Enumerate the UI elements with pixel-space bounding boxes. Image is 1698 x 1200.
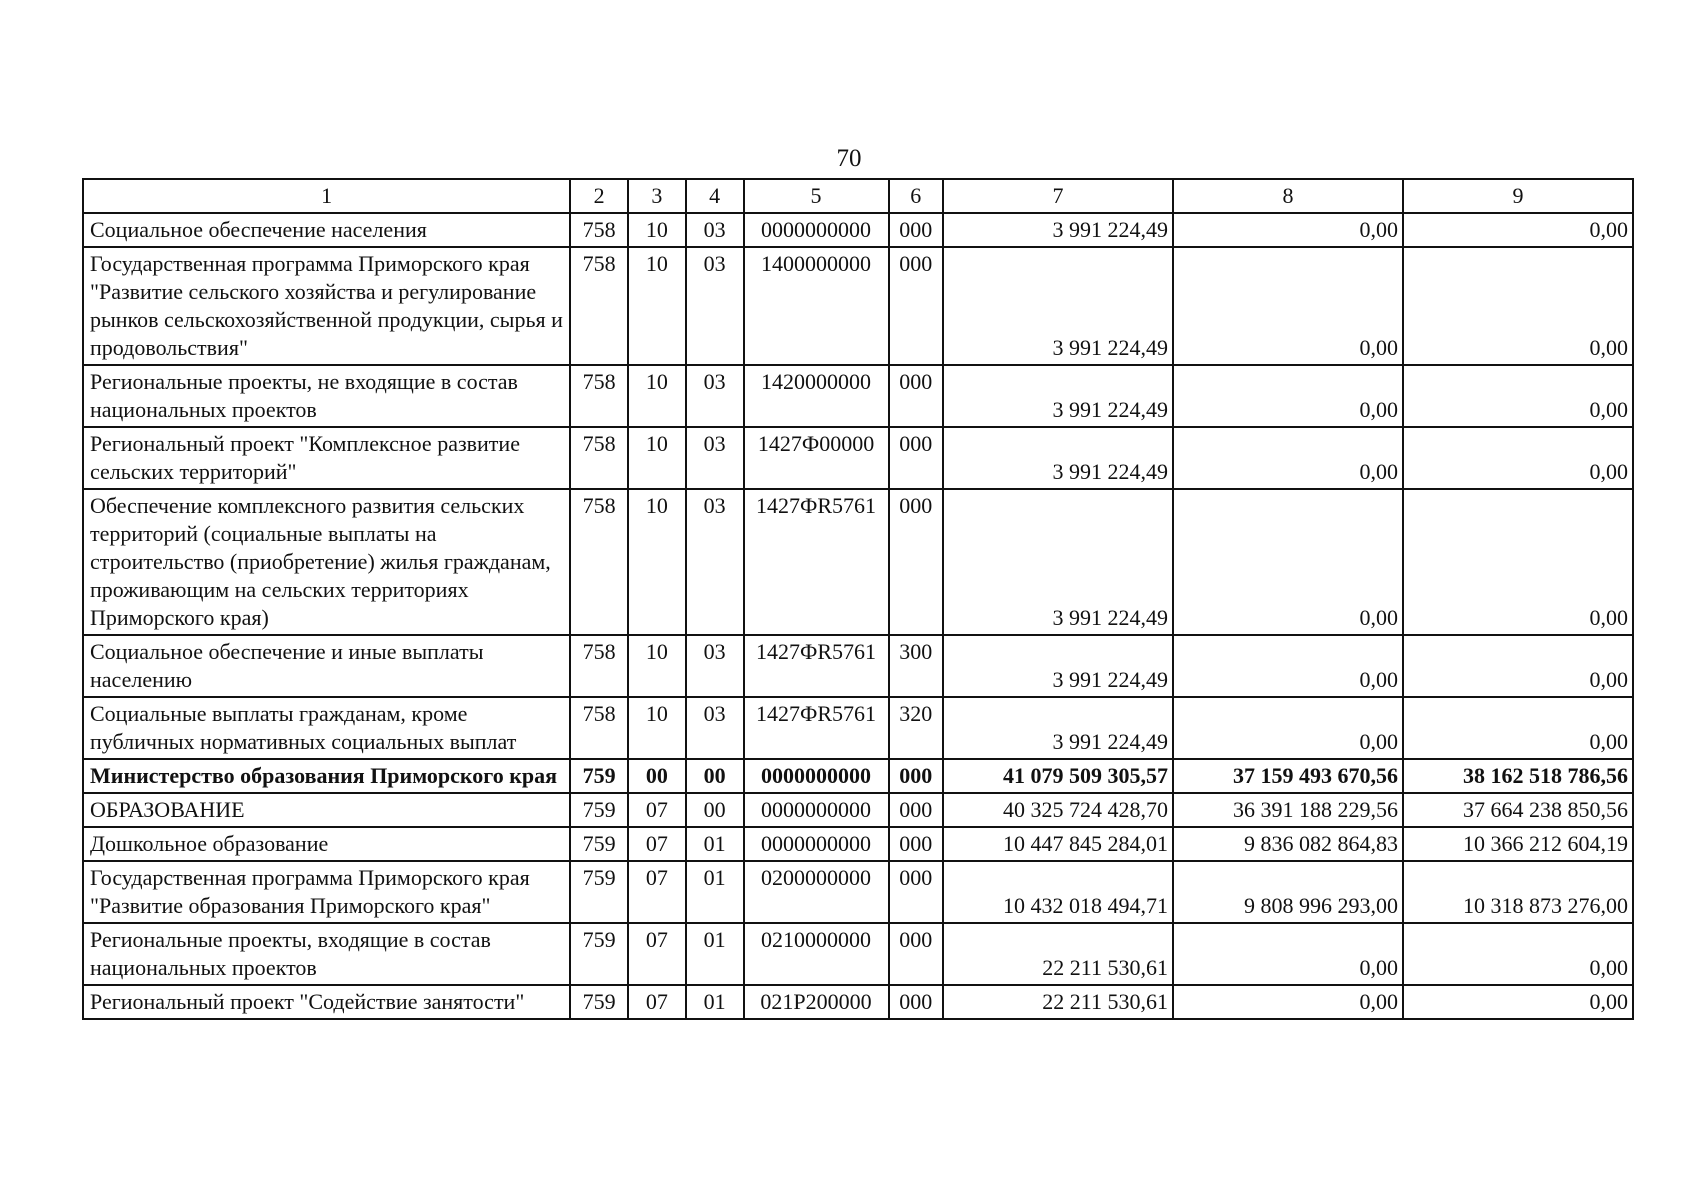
code-cell: 03 bbox=[686, 247, 744, 365]
amount-cell: 41 079 509 305,57 bbox=[943, 759, 1173, 793]
code-cell: 03 bbox=[686, 697, 744, 759]
amount-cell: 0,00 bbox=[1173, 635, 1403, 697]
amount-cell: 0,00 bbox=[1173, 489, 1403, 635]
amount-cell: 10 366 212 604,19 bbox=[1403, 827, 1633, 861]
amount-cell: 36 391 188 229,56 bbox=[1173, 793, 1403, 827]
table-row bbox=[83, 985, 1633, 1019]
column-header: 4 bbox=[686, 179, 744, 213]
table-row bbox=[83, 697, 1633, 759]
table-row bbox=[83, 213, 1633, 247]
code-cell: 03 bbox=[686, 489, 744, 635]
code-cell: 03 bbox=[686, 635, 744, 697]
amount-cell: 3 991 224,49 bbox=[943, 213, 1173, 247]
code-cell: 10 bbox=[628, 365, 686, 427]
code-cell: 10 bbox=[628, 427, 686, 489]
amount-cell: 22 211 530,61 bbox=[943, 985, 1173, 1019]
row-name-cell: ОБРАЗОВАНИЕ bbox=[83, 793, 570, 827]
code-cell: 01 bbox=[686, 861, 744, 923]
budget-table bbox=[82, 178, 1634, 1020]
column-header: 9 bbox=[1403, 179, 1633, 213]
amount-cell: 3 991 224,49 bbox=[943, 697, 1173, 759]
code-cell: 000 bbox=[889, 861, 944, 923]
code-cell: 000 bbox=[889, 489, 944, 635]
code-cell: 320 bbox=[889, 697, 944, 759]
amount-cell: 9 836 082 864,83 bbox=[1173, 827, 1403, 861]
amount-cell: 0,00 bbox=[1173, 213, 1403, 247]
code-cell: 759 bbox=[570, 861, 628, 923]
table-row bbox=[83, 861, 1633, 923]
code-cell: 10 bbox=[628, 697, 686, 759]
page-number: 70 bbox=[836, 145, 862, 172]
code-cell: 1427ФR5761 bbox=[744, 635, 889, 697]
code-cell: 10 bbox=[628, 247, 686, 365]
code-cell: 0000000000 bbox=[744, 793, 889, 827]
column-header: 1 bbox=[83, 179, 570, 213]
code-cell: 1400000000 bbox=[744, 247, 889, 365]
code-cell: 759 bbox=[570, 759, 628, 793]
code-cell: 758 bbox=[570, 247, 628, 365]
row-name-cell: Социальное обеспечение населения bbox=[83, 213, 570, 247]
amount-cell: 0,00 bbox=[1173, 247, 1403, 365]
amount-cell: 0,00 bbox=[1173, 365, 1403, 427]
amount-cell: 0,00 bbox=[1403, 923, 1633, 985]
row-name-cell: Обеспечение комплексного развития сельских территорий (социальные выплаты на строительство (приобретение) жилья гражданам, проживающим на сельских территориях Приморского края) bbox=[83, 489, 570, 635]
table-row bbox=[83, 427, 1633, 489]
code-cell: 000 bbox=[889, 365, 944, 427]
amount-cell: 0,00 bbox=[1403, 985, 1633, 1019]
amount-cell: 0,00 bbox=[1173, 427, 1403, 489]
code-cell: 07 bbox=[628, 861, 686, 923]
code-cell: 759 bbox=[570, 923, 628, 985]
amount-cell: 9 808 996 293,00 bbox=[1173, 861, 1403, 923]
code-cell: 000 bbox=[889, 793, 944, 827]
amount-cell: 3 991 224,49 bbox=[943, 365, 1173, 427]
table-row bbox=[83, 489, 1633, 635]
code-cell: 759 bbox=[570, 827, 628, 861]
amount-cell: 10 447 845 284,01 bbox=[943, 827, 1173, 861]
amount-cell: 0,00 bbox=[1173, 985, 1403, 1019]
amount-cell: 22 211 530,61 bbox=[943, 923, 1173, 985]
code-cell: 758 bbox=[570, 427, 628, 489]
amount-cell: 3 991 224,49 bbox=[943, 489, 1173, 635]
code-cell: 03 bbox=[686, 213, 744, 247]
code-cell: 000 bbox=[889, 827, 944, 861]
amount-cell: 10 432 018 494,71 bbox=[943, 861, 1173, 923]
code-cell: 758 bbox=[570, 365, 628, 427]
code-cell: 0000000000 bbox=[744, 759, 889, 793]
table-row bbox=[83, 635, 1633, 697]
code-cell: 10 bbox=[628, 635, 686, 697]
code-cell: 759 bbox=[570, 793, 628, 827]
code-cell: 000 bbox=[889, 923, 944, 985]
table-row bbox=[83, 247, 1633, 365]
code-cell: 000 bbox=[889, 247, 944, 365]
amount-cell: 37 159 493 670,56 bbox=[1173, 759, 1403, 793]
column-header: 2 bbox=[570, 179, 628, 213]
amount-cell: 37 664 238 850,56 bbox=[1403, 793, 1633, 827]
amount-cell: 0,00 bbox=[1403, 247, 1633, 365]
column-header: 3 bbox=[628, 179, 686, 213]
amount-cell: 0,00 bbox=[1173, 923, 1403, 985]
table-row bbox=[83, 759, 1633, 793]
table-row bbox=[83, 365, 1633, 427]
code-cell: 000 bbox=[889, 759, 944, 793]
code-cell: 00 bbox=[686, 759, 744, 793]
code-cell: 07 bbox=[628, 827, 686, 861]
column-header: 7 bbox=[943, 179, 1173, 213]
amount-cell: 38 162 518 786,56 bbox=[1403, 759, 1633, 793]
code-cell: 10 bbox=[628, 489, 686, 635]
amount-cell: 3 991 224,49 bbox=[943, 247, 1173, 365]
code-cell: 021P200000 bbox=[744, 985, 889, 1019]
code-cell: 300 bbox=[889, 635, 944, 697]
row-name-cell: Дошкольное образование bbox=[83, 827, 570, 861]
table-row bbox=[83, 923, 1633, 985]
code-cell: 1427ФR5761 bbox=[744, 697, 889, 759]
amount-cell: 0,00 bbox=[1403, 635, 1633, 697]
code-cell: 07 bbox=[628, 923, 686, 985]
row-name-cell: Региональные проекты, не входящие в состав национальных проектов bbox=[83, 365, 570, 427]
code-cell: 000 bbox=[889, 427, 944, 489]
row-name-cell: Региональные проекты, входящие в состав национальных проектов bbox=[83, 923, 570, 985]
code-cell: 0210000000 bbox=[744, 923, 889, 985]
code-cell: 1427Ф00000 bbox=[744, 427, 889, 489]
code-cell: 00 bbox=[628, 759, 686, 793]
table-body bbox=[83, 213, 1633, 1019]
table-header-row bbox=[83, 179, 1633, 213]
code-cell: 10 bbox=[628, 213, 686, 247]
row-name-cell: Социальное обеспечение и иные выплаты населению bbox=[83, 635, 570, 697]
amount-cell: 0,00 bbox=[1403, 213, 1633, 247]
amount-cell: 3 991 224,49 bbox=[943, 635, 1173, 697]
column-header: 8 bbox=[1173, 179, 1403, 213]
code-cell: 0000000000 bbox=[744, 213, 889, 247]
code-cell: 000 bbox=[889, 213, 944, 247]
amount-cell: 0,00 bbox=[1173, 697, 1403, 759]
amount-cell: 10 318 873 276,00 bbox=[1403, 861, 1633, 923]
code-cell: 758 bbox=[570, 697, 628, 759]
row-name-cell: Социальные выплаты гражданам, кроме публичных нормативных социальных выплат bbox=[83, 697, 570, 759]
code-cell: 01 bbox=[686, 827, 744, 861]
amount-cell: 0,00 bbox=[1403, 489, 1633, 635]
row-name-cell: Региональный проект "Содействие занятости" bbox=[83, 985, 570, 1019]
code-cell: 758 bbox=[570, 635, 628, 697]
row-name-cell: Государственная программа Приморского края "Развитие сельского хозяйства и регулирование рынков сельскохозяйственной продукции, сырья и продовольствия" bbox=[83, 247, 570, 365]
code-cell: 03 bbox=[686, 365, 744, 427]
row-name-cell: Министерство образования Приморского края bbox=[83, 759, 570, 793]
table-row bbox=[83, 793, 1633, 827]
code-cell: 07 bbox=[628, 793, 686, 827]
code-cell: 758 bbox=[570, 213, 628, 247]
code-cell: 0200000000 bbox=[744, 861, 889, 923]
code-cell: 759 bbox=[570, 985, 628, 1019]
code-cell: 00 bbox=[686, 793, 744, 827]
code-cell: 07 bbox=[628, 985, 686, 1019]
code-cell: 1420000000 bbox=[744, 365, 889, 427]
amount-cell: 0,00 bbox=[1403, 427, 1633, 489]
amount-cell: 3 991 224,49 bbox=[943, 427, 1173, 489]
code-cell: 01 bbox=[686, 985, 744, 1019]
code-cell: 758 bbox=[570, 489, 628, 635]
column-header: 5 bbox=[744, 179, 889, 213]
column-header: 6 bbox=[889, 179, 944, 213]
amount-cell: 0,00 bbox=[1403, 697, 1633, 759]
amount-cell: 0,00 bbox=[1403, 365, 1633, 427]
amount-cell: 40 325 724 428,70 bbox=[943, 793, 1173, 827]
code-cell: 01 bbox=[686, 923, 744, 985]
code-cell: 03 bbox=[686, 427, 744, 489]
table-row bbox=[83, 827, 1633, 861]
code-cell: 000 bbox=[889, 985, 944, 1019]
code-cell: 0000000000 bbox=[744, 827, 889, 861]
code-cell: 1427ФR5761 bbox=[744, 489, 889, 635]
row-name-cell: Региональный проект "Комплексное развитие сельских территорий" bbox=[83, 427, 570, 489]
row-name-cell: Государственная программа Приморского края "Развитие образования Приморского края" bbox=[83, 861, 570, 923]
